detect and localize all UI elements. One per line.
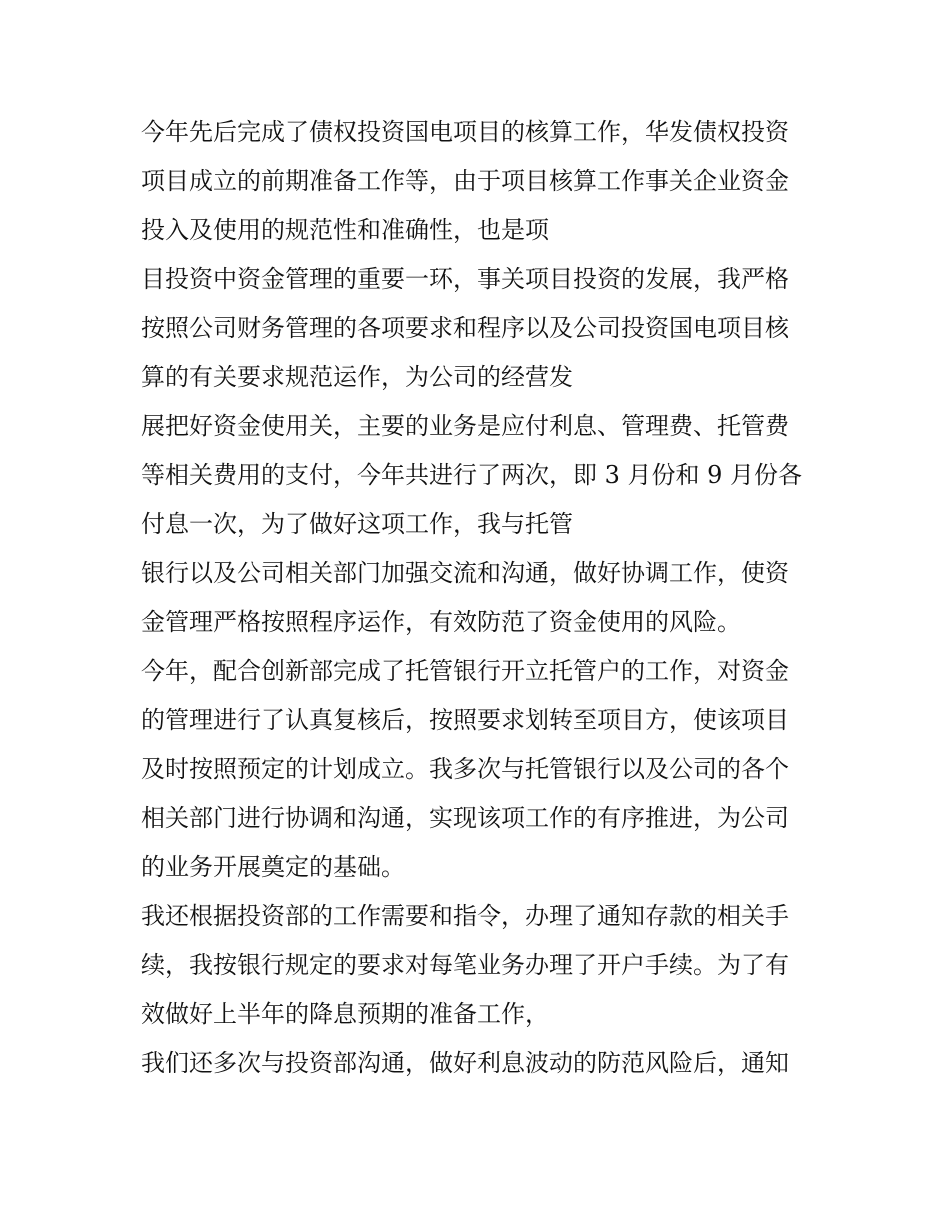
- text-line: 今年先后完成了债权投资国电项目的核算工作，华发债权投资: [141, 118, 789, 146]
- document-body: [141, 108, 821, 1088]
- text-line: 相关部门进行协调和沟通，实现该项工作的有序推进，为公司: [141, 804, 789, 832]
- text-line: 项目成立的前期准备工作等，由于项目核算工作事关企业资金: [141, 167, 789, 195]
- text-line: 目投资中资金管理的重要一环，事关项目投资的发展，我严格: [141, 265, 789, 293]
- text-line: 续，我按银行规定的要求对每笔业务办理了开户手续。为了有: [141, 951, 789, 979]
- text-line: 我们还多次与投资部沟通，做好利息波动的防范风险后，通知: [141, 1049, 789, 1077]
- text-line: 展把好资金使用关，主要的业务是应付利息、管理费、托管费: [141, 412, 789, 440]
- text-line: 金管理严格按照程序运作，有效防范了资金使用的风险。: [141, 608, 741, 636]
- text-line: 等相关费用的支付，今年共进行了两次，即 3 月份和 9 月份各: [141, 461, 803, 489]
- text-line: 及时按照预定的计划成立。我多次与托管银行以及公司的各个: [141, 755, 789, 783]
- text-line: 的业务开展奠定的基础。: [141, 853, 405, 881]
- text-line: 按照公司财务管理的各项要求和程序以及公司投资国电项目核: [141, 314, 789, 342]
- text-line: 我还根据投资部的工作需要和指令，办理了通知存款的相关手: [141, 902, 789, 930]
- text-line: 投入及使用的规范性和准确性，也是项: [141, 216, 549, 244]
- text-line: 今年，配合创新部完成了托管银行开立托管户的工作，对资金: [141, 657, 789, 685]
- text-line: 付息一次，为了做好这项工作，我与托管: [141, 510, 573, 538]
- text-line: 银行以及公司相关部门加强交流和沟通，做好协调工作，使资: [141, 559, 789, 587]
- text-line: 效做好上半年的降息预期的准备工作，: [141, 1000, 549, 1028]
- text-line: 算的有关要求规范运作，为公司的经营发: [141, 363, 573, 391]
- text-line: 的管理进行了认真复核后，按照要求划转至项目方，使该项目: [141, 706, 789, 734]
